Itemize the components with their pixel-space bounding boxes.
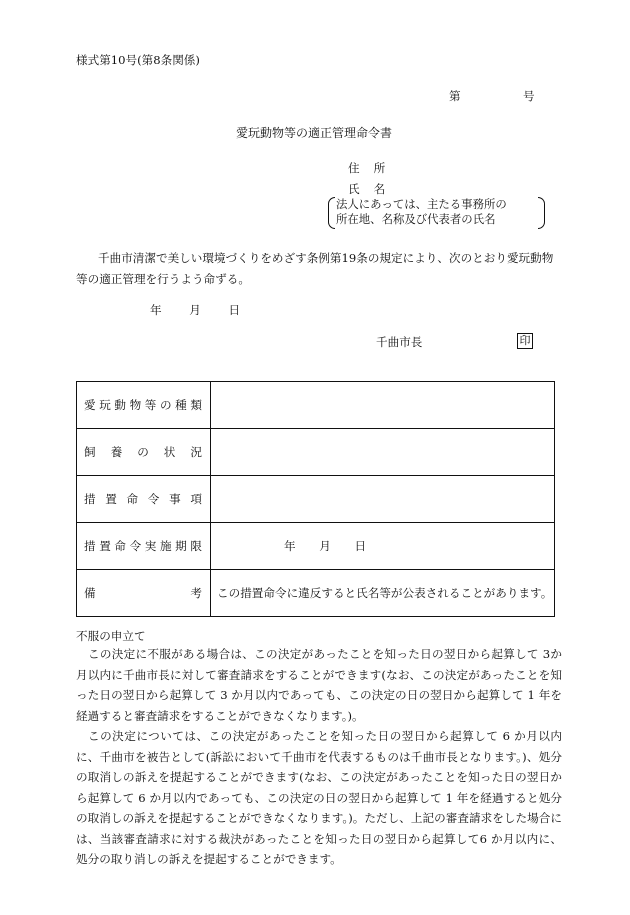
label-char: 況 — [190, 445, 202, 459]
form-number: 様式第10号(第8条関係) — [76, 53, 200, 67]
seal-mark: 印 — [517, 333, 533, 349]
mayor-label: 千曲市長 — [376, 335, 423, 349]
row-label-remarks — [77, 570, 211, 617]
right-bracket — [538, 197, 545, 229]
label-char: 期 — [175, 539, 187, 553]
label-char: 種 — [175, 398, 187, 412]
row-value-keeping-status — [211, 429, 555, 476]
label-char: 等 — [144, 398, 157, 412]
label-char: 命 — [126, 492, 139, 506]
row-value-remarks: この措置命令に違反すると氏名等が公表されることがあります。 — [211, 570, 555, 617]
label-text — [84, 585, 202, 601]
appeal-title: 不服の申立て — [76, 629, 146, 643]
table-row — [77, 476, 555, 523]
label-char: 飼 — [84, 445, 96, 459]
document-number-prefix: 第 — [449, 89, 461, 103]
label-char: 物 — [129, 398, 142, 412]
row-value-animal-type — [211, 382, 555, 429]
label-char: 措 — [84, 492, 96, 506]
label-char: 令 — [129, 539, 142, 553]
label-text — [84, 444, 202, 460]
label-char: の — [137, 445, 149, 459]
order-table — [76, 381, 555, 617]
label-char: 限 — [190, 539, 202, 553]
appeal-text — [76, 644, 562, 870]
label-char: 実 — [144, 539, 157, 553]
order-body-text: 千曲市清潔で美しい環境づくりをめざす条例第19条の規定により、次のとおり愛玩動物等の適正管理を行うよう命ずる。 — [76, 251, 554, 286]
table-row — [77, 570, 555, 617]
document-title: 愛玩動物等の適正管理命令書 — [236, 126, 393, 140]
row-value-order-items — [211, 476, 555, 523]
label-char: の — [159, 398, 172, 412]
label-char: 令 — [147, 492, 160, 506]
label-char: 動 — [114, 398, 126, 412]
table-row — [77, 429, 555, 476]
corporation-note — [333, 197, 541, 227]
row-label-order-items — [77, 476, 211, 523]
name-label: 氏名 — [348, 182, 400, 196]
label-char: 置 — [99, 539, 111, 553]
label-char: 考 — [190, 586, 202, 600]
label-char: 玩 — [99, 398, 111, 412]
corporation-note-line1: 法人にあっては、主たる事務所の — [336, 197, 507, 211]
label-char: 項 — [190, 492, 202, 506]
address-label: 住所 — [348, 161, 400, 175]
left-bracket — [328, 197, 335, 229]
corporation-note-line2: 所在地、名称及び代表者の氏名 — [336, 212, 496, 226]
appeal-paragraph-1: この決定に不服がある場合は、この決定があったことを知った日の翌日から起算して 3か月以内に千曲市長に対して審査請求をすることができます(なお、この決定があったことを知った日の翌日から起算して 3 か月以内であっても、この決定の日の翌日から起算して 1 年を経過すると審査請求をすることができなくなります。)。 — [76, 647, 562, 723]
label-text — [84, 397, 202, 413]
label-char: 状 — [163, 445, 176, 459]
label-char: 施 — [159, 539, 172, 553]
row-label-keeping-status — [77, 429, 211, 476]
label-char: 類 — [190, 398, 202, 412]
label-char: 命 — [114, 539, 126, 553]
table-row — [77, 523, 555, 570]
row-label-deadline — [77, 523, 211, 570]
row-label-animal-type — [77, 382, 211, 429]
label-text — [84, 538, 202, 554]
label-char: 措 — [84, 539, 96, 553]
label-char: 養 — [110, 445, 123, 459]
appeal-paragraph-2: この決定については、この決定があったことを知った日の翌日から起算して 6 か月以内に、千曲市を被告として(訴訟において千曲市を代表するものは千曲市長となります。)、処分の取消しの訴えを提起することができます(なお、この決定があったことを知った日の翌日から起算して 6 か月以内であっても、この決定の日の翌日から起算して 1 年を経過すると処分の取消しの訴えを提起することができなくなります。)。ただし、上記の審査請求をした場合には、当該審査請求に対する裁決があったことを知った日の翌日から起算して6 か月以内に、処分の取り消しの訴えを提起することができます。 — [76, 729, 562, 866]
label-char: 置 — [105, 492, 117, 506]
row-value-deadline: 年 月 日 — [211, 523, 555, 570]
label-char: 備 — [84, 586, 96, 600]
label-char: 事 — [169, 492, 181, 506]
document-number-suffix: 号 — [523, 89, 535, 103]
label-char: 愛 — [84, 398, 96, 412]
issue-date: 年 月 日 — [150, 303, 241, 317]
table-row — [77, 382, 555, 429]
label-text — [84, 491, 202, 507]
